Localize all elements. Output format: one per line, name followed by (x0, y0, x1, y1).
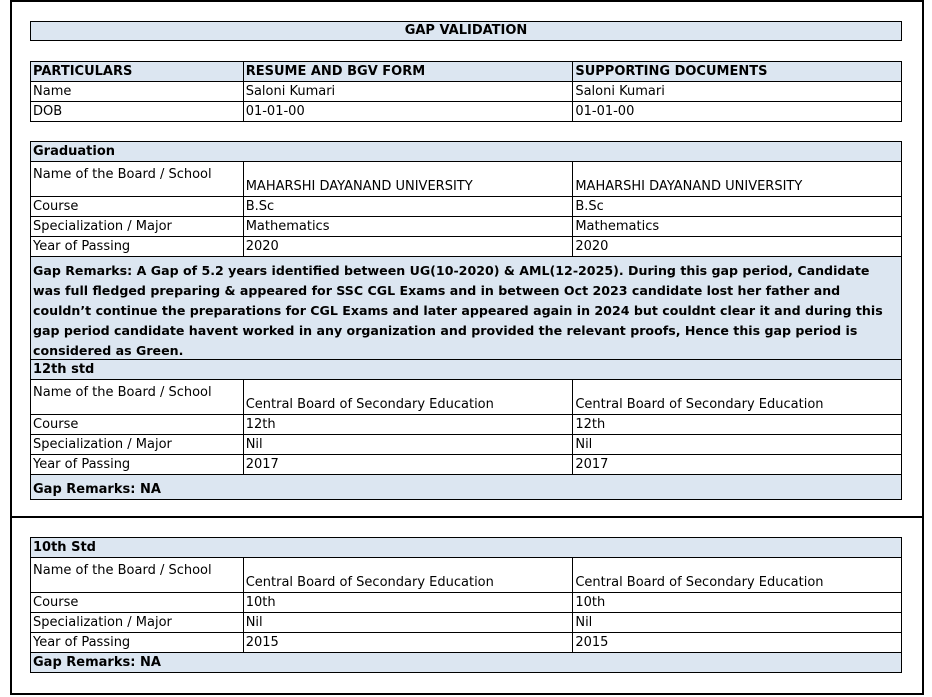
resume-value: Nil (243, 435, 573, 455)
table-row (31, 237, 902, 257)
resume-value: 2015 (243, 633, 573, 653)
docs-value: 2015 (573, 633, 902, 653)
table-row (31, 217, 902, 237)
docs-value: B.Sc (573, 197, 902, 217)
resume-value: Central Board of Secondary Education (243, 380, 573, 415)
docs-value: Central Board of Secondary Education (573, 558, 902, 593)
row-label: Specialization / Major (31, 217, 244, 237)
row-label: Year of Passing (31, 455, 244, 475)
row-label: Name (31, 82, 244, 102)
table-row (31, 558, 902, 593)
header-supporting: SUPPORTING DOCUMENTS (573, 62, 902, 82)
graduation-table (30, 141, 902, 366)
tenth-table (30, 537, 902, 673)
resume-value: 2017 (243, 455, 573, 475)
table-row (31, 633, 902, 653)
resume-value: B.Sc (243, 197, 573, 217)
row-label: Course (31, 593, 244, 613)
row-label: Year of Passing (31, 237, 244, 257)
row-label: Name of the Board / School (31, 162, 244, 197)
docs-value: Mathematics (573, 217, 902, 237)
docs-value: Saloni Kumari (573, 82, 902, 102)
gap-remarks-12th: Gap Remarks: NA (31, 475, 902, 500)
resume-value: Central Board of Secondary Education (243, 558, 573, 593)
resume-value: 12th (243, 415, 573, 435)
table-row (31, 197, 902, 217)
docs-value: Nil (573, 435, 902, 455)
row-label: Name of the Board / School (31, 380, 244, 415)
header-row (31, 62, 902, 82)
personal-table (30, 61, 902, 122)
title-table (30, 21, 902, 41)
docs-value: 01-01-00 (573, 102, 902, 122)
section-heading-10th: 10th Std (31, 538, 902, 558)
gap-remarks-graduation: Gap Remarks: A Gap of 5.2 years identified between UG(10-2020) & AML(12-2025). During this gap period, Candidate was full fledged preparing & appeared for SSC CGL Exams and in between Oct 2023 candidate lost her father and couldn’t continue the preparations for CGL Exams and later appeared again in 2024 but couldnt clear it and during this gap period candidate havent worked in any organization and provided the relevant proofs, Hence this gap period is considered as Green. (31, 257, 902, 366)
docs-value: 2017 (573, 455, 902, 475)
resume-value: 2020 (243, 237, 573, 257)
section-heading-12th: 12th std (31, 360, 902, 380)
row-label: DOB (31, 102, 244, 122)
resume-value: Mathematics (243, 217, 573, 237)
docs-value: 2020 (573, 237, 902, 257)
resume-value: 01-01-00 (243, 102, 573, 122)
gap-remarks-10th: Gap Remarks: NA (31, 653, 902, 673)
row-label: Specialization / Major (31, 435, 244, 455)
docs-value: 10th (573, 593, 902, 613)
table-row (31, 455, 902, 475)
twelfth-table (30, 359, 902, 500)
docs-value: MAHARSHI DAYANAND UNIVERSITY (573, 162, 902, 197)
docs-value: Central Board of Secondary Education (573, 380, 902, 415)
header-particulars: PARTICULARS (31, 62, 244, 82)
resume-value: 10th (243, 593, 573, 613)
row-label: Course (31, 415, 244, 435)
row-label: Specialization / Major (31, 613, 244, 633)
row-label: Year of Passing (31, 633, 244, 653)
page-title: GAP VALIDATION (31, 22, 902, 41)
table-row (31, 102, 902, 122)
resume-value: Nil (243, 613, 573, 633)
table-row (31, 162, 902, 197)
header-resume: RESUME AND BGV FORM (243, 62, 573, 82)
table-row (31, 593, 902, 613)
table-row (31, 613, 902, 633)
section-heading-graduation: Graduation (31, 142, 902, 162)
row-label: Name of the Board / School (31, 558, 244, 593)
docs-value: Nil (573, 613, 902, 633)
docs-value: 12th (573, 415, 902, 435)
table-row (31, 380, 902, 415)
table-row (31, 435, 902, 455)
row-label: Course (31, 197, 244, 217)
resume-value: Saloni Kumari (243, 82, 573, 102)
resume-value: MAHARSHI DAYANAND UNIVERSITY (243, 162, 573, 197)
table-row (31, 415, 902, 435)
table-row (31, 82, 902, 102)
